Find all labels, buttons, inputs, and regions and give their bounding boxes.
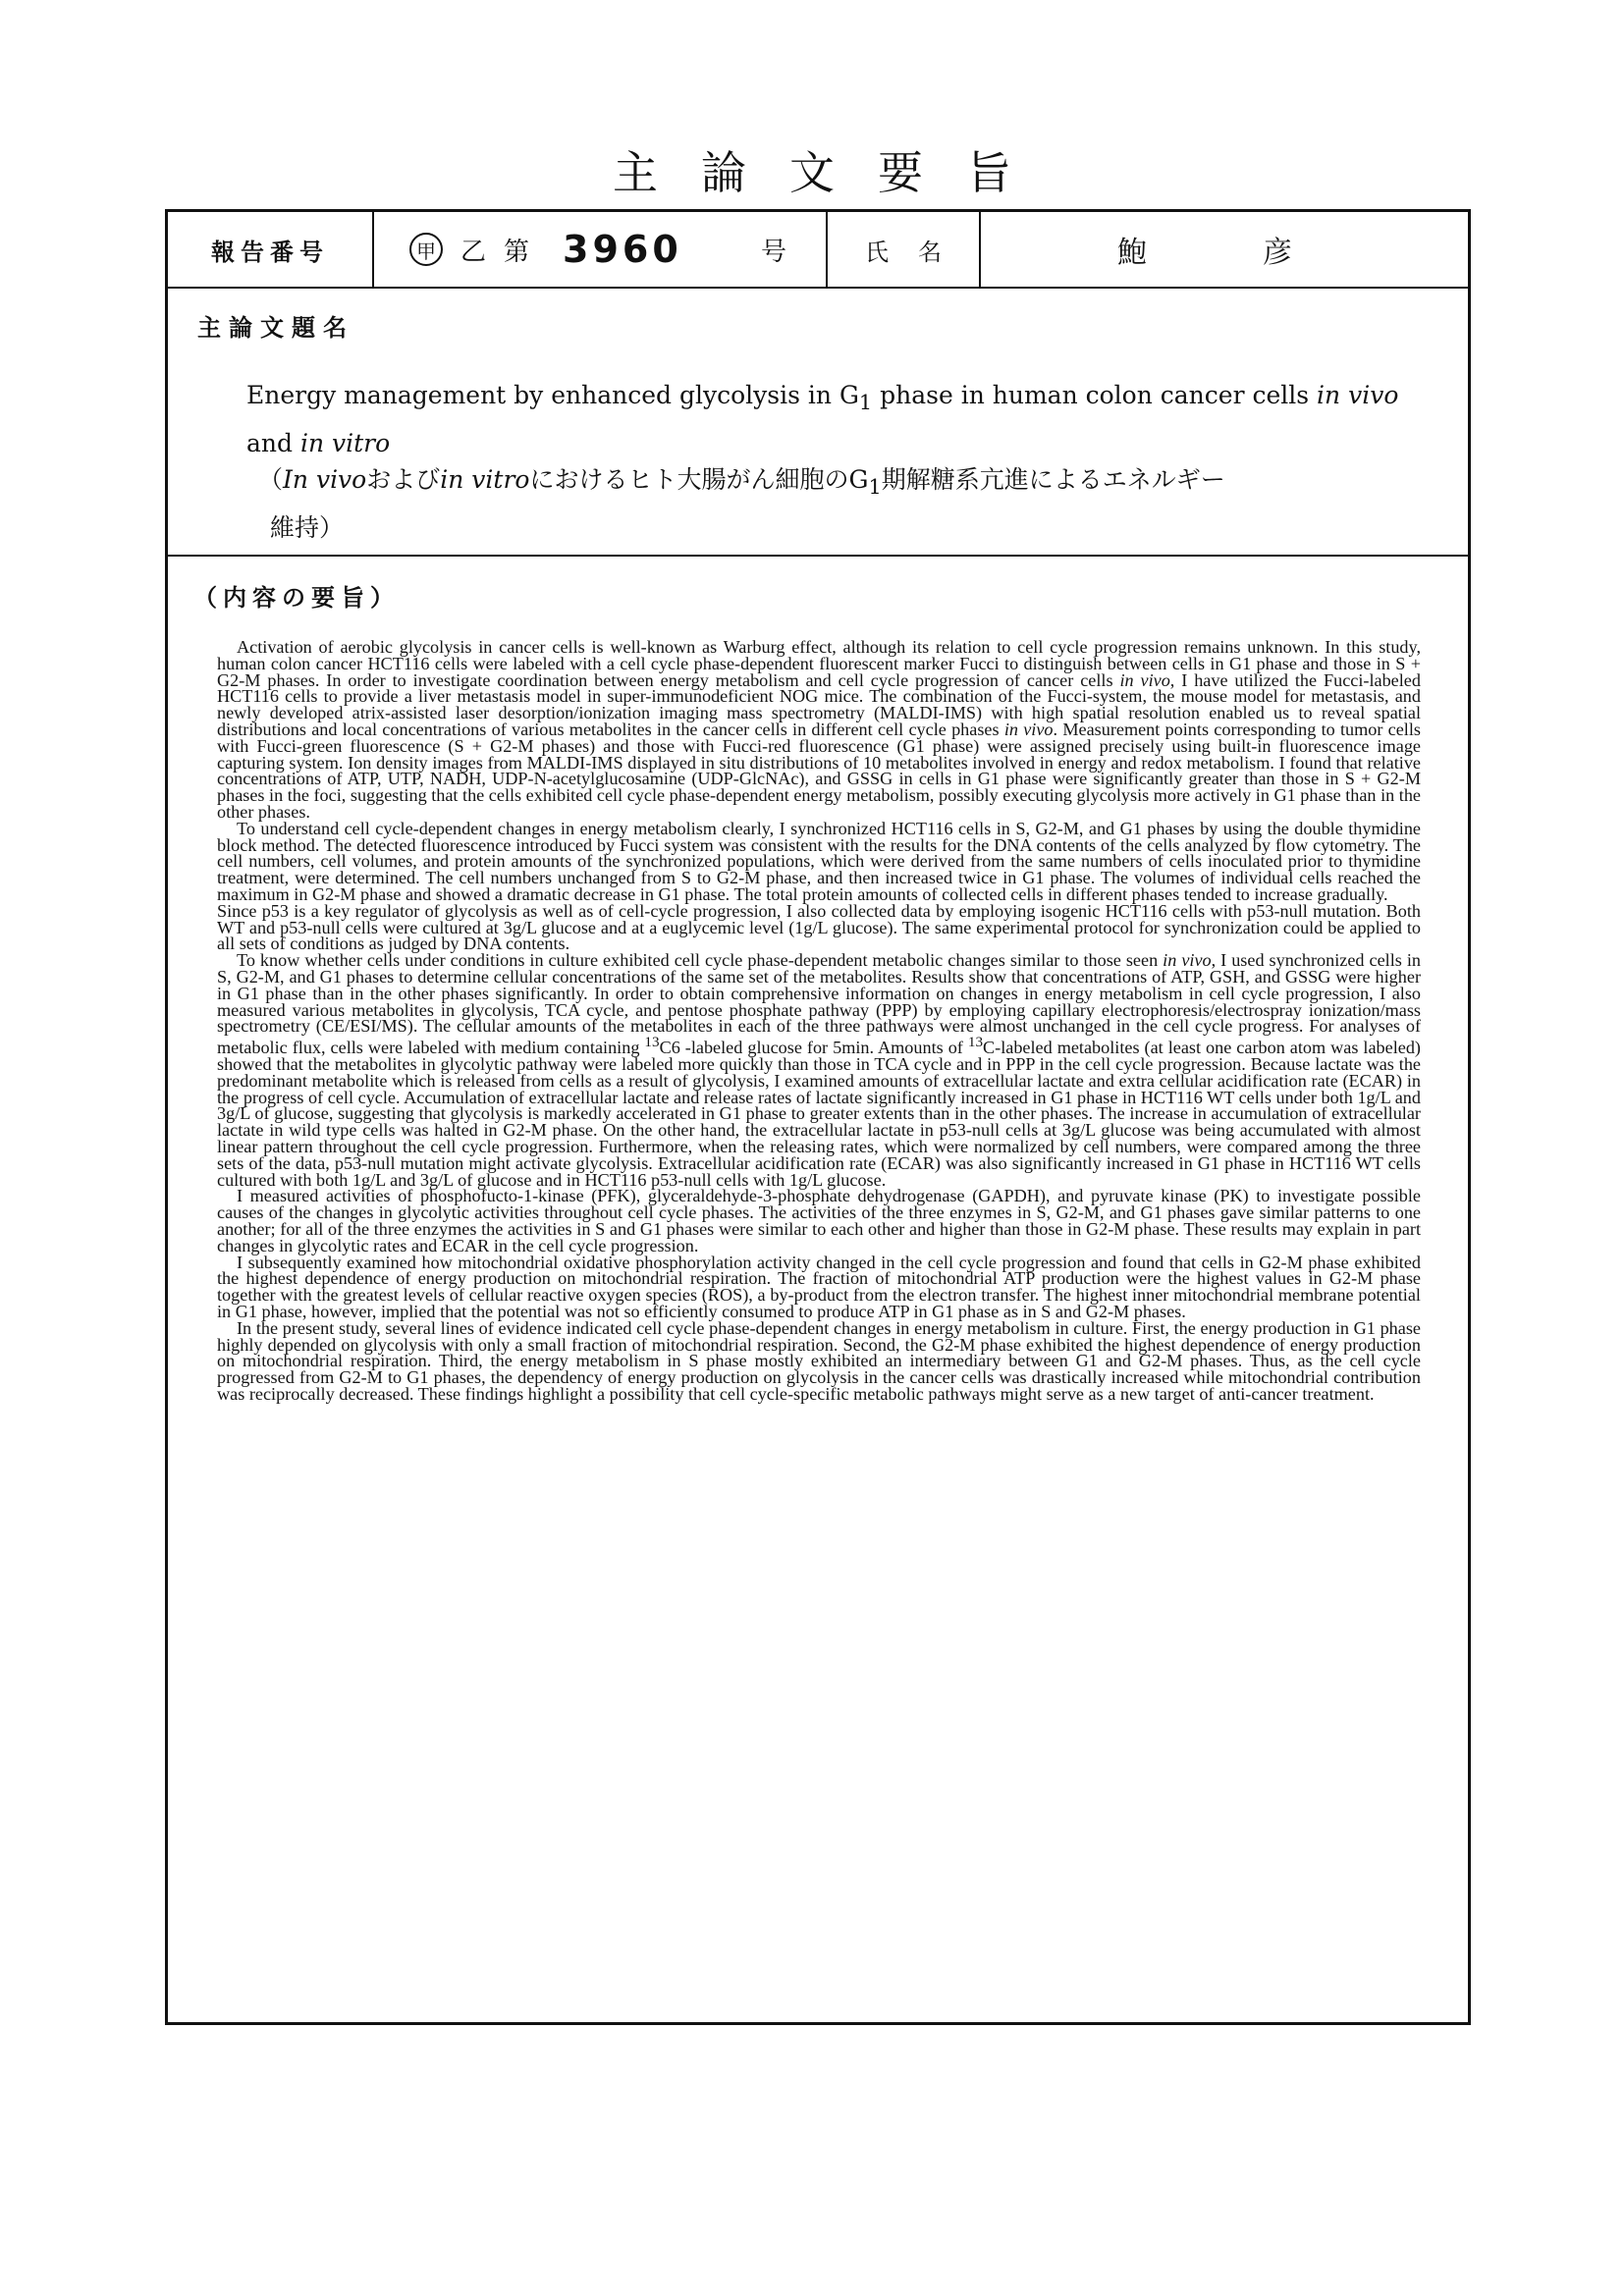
summary-paragraph: In the present study, several lines of evidence indicated cell cycle phase-dependent changes in energy metabolism in culture. First, the energy production in G1 phase highly depended on glycolysis with only a small fraction of mitochondrial respiration. Second, the G2-M phase exhibited the highest dependence of energy production on mitochondrial respiration. Third, the energy metabolism in S phase mostly exhibited an intermediary between G1 and G2-M phases. Thus, as the cell cycle progressed from G2-M to G1 phases, the dependency of energy production on glycolysis in the cancer cells was drastically increased while mitochondrial contribution was reciprocally decreased. These findings highlight a possibility that cell cycle-specific metabolic pathways might serve as a new target of anti-cancer treatment. (217, 1317, 1421, 1404)
summary-paragraph: I measured activities of phosphofucto-1-kinase (PFK), glyceraldehyde-3-phosphate dehydrogenase (GAPDH), and pyruvate kinase (PK) to investigate possible causes of the changes in glycolytic activities throughout cell cycle phases. The activities of the three enzymes in S, G2-M, and G1 phases gave similar patterns to one another; for all of the three enzymes the activities in S and G1 phases were similar to each other and higher than those in G2-M phase. These results may explain in part changes in glycolytic rates and ECAR in the cell cycle progression. (217, 1186, 1421, 1255)
go-mark: 号 (760, 237, 786, 267)
title-ja-part: 期解糖系亢進によるエネルギー (881, 465, 1225, 494)
summary-paragraph: Since p53 is a key regulator of glycolysis as well as of cell-cycle progression, I also collected data by employing isogenic HCT116 cells with p53-null mutation. Both WT and p53-null cells were cultured at 3g/L glucose and at a euglycemic level (1g/L glucose). The same experimental protocol for synchronization could be applied to all sets of conditions as judged by DNA contents. (217, 900, 1421, 954)
name-label: 氏名 (828, 212, 981, 287)
thesis-title-english (246, 375, 1405, 464)
title-en-part: Energy management by enhanced glycolysis in G (246, 381, 859, 409)
thesis-title-label: 主論文題名 (197, 313, 354, 342)
title-en-part: and (246, 429, 300, 457)
title-ja-subscript: 1 (868, 475, 882, 499)
report-number-label: 報告番号 (168, 212, 374, 287)
summary-label: （内容の要旨） (193, 583, 400, 612)
title-ja-part: におけるヒト大腸がん細胞のG (529, 465, 869, 494)
summary-paragraph: I subsequently examined how mitochondrial oxidative phosphorylation activity changed in the cell cycle progression and found that cells in G2-M phase exhibited the highest dependence of energy production on mitochondrial respiration. The fraction of mitochondrial ATP production were the highest values in G2-M phase together with the greatest levels of cellular reactive oxygen species (ROS), a by-product from the electron transfer. The highest inner mitochondrial membrane potential in G1 phase, however, implied that the potential was not so efficiently consumed to produce ATP in G1 phase as in S and G2-M phases. (217, 1252, 1421, 1321)
document-frame (165, 209, 1471, 2025)
summary-section (168, 557, 1468, 2022)
summary-paragraph: To know whether cells under conditions in culture exhibited cell cycle phase-dependent metabolic changes similar to those seen in vivo, I used synchronized cells in S, G2-M, and G1 phases to determine cellular concentrations of the same set of the metabolites. Results show that concentrations of ATP, GSH, and GSSG were higher in G1 phase than in the other phases significantly. In order to obtain comprehensive information on changes in energy metabolism in cell cycle progression, I also measured various metabolites in glycolysis, TCA cycle, and pentose phosphate pathway (PPP) by employing capillary electrophoresis/electrospray ionization/mass spectrometry (CE/ESI/MS). The cellular amounts of the metabolites in each of the three pathways were almost unchanged in the cell cycle progress. For analyses of metabolic flux, cells were labeled with medium containing $^{13}$C6 -labeled glucose for 5min. Amounts of $^{13}$C-labeled metabolites (at least one carbon atom was labeled) showed that the metabolites in glycolytic pathway were labeled more quickly than those in TCA cycle and in PPP in the cell cycle progression. Because lactate was the predominant metabolite which is released from cells as a result of glycolysis, I examined amounts of extracellular lactate and extra cellular acidification rate (ECAR) in the progress of cell cycle. Accumulation of extracellular lactate and release rates of lactate significantly increased in G1 phase in HCT116 WT cells under both 1g/L and 3g/L of glucose, suggesting that glycolysis is markedly accelerated in G1 phase to greater extents than in the other phases. The increase in accumulation of extracellular lactate in wild type cells was halted in G2-M phase. On the other hand, the extracellular lactate in p53-null cells at 3g/L glucose was being accumulated with almost linear pattern throughout the cell cycle progression. Furthermore, when the releasing rates, which were normalized by cell numbers, were compared among the three sets of the data, p53-null mutation might activate glycolysis. Extracellular acidification rate (ECAR) was also significantly increased in G1 phase in HCT116 WT cells cultured with both 1g/L and 3g/L of glucose and in HCT116 p53-null cells with 1g/L glucose. (217, 950, 1421, 1190)
title-en-part: phase in human colon cancer cells (872, 381, 1318, 409)
name-given: 彦 (1263, 236, 1292, 270)
summary-paragraph: To understand cell cycle-dependent changes in energy metabolism clearly, I synchronized HCT116 cells in S, G2-M, and G1 phases by using the double thymidine block method. The detected fluorescence introduced by Fucci system was consistent with the results for the DNA contents of the cells analyzed by flow cytometry. The cell numbers, cell volumes, and protein amounts of the synchronized populations, which were derived from the same numbers of cells inoculated prior to thymidine treatment, were determined. The cell numbers unchanged from S to G2-M phase, and then increased twice in G1 phase. The volumes of individual cells reached the maximum in G2-M phase and showed a dramatic decrease in G1 phase. The total protein amounts of collected cells in different phases tended to increase gradually. (217, 818, 1421, 904)
title-ja-part: 維持） (270, 513, 345, 542)
title-ja-italic: In vivo (283, 465, 367, 494)
title-en-subscript: 1 (858, 391, 873, 414)
thesis-title-row (168, 287, 1468, 557)
title-ja-italic: in vitro (440, 465, 530, 494)
name-cell (981, 212, 1468, 287)
kou-mark: 甲 (409, 233, 443, 266)
report-number-cell (374, 212, 828, 287)
title-ja-part: （ (258, 465, 284, 494)
summary-body (217, 639, 1421, 1403)
title-ja-part: および (366, 465, 441, 494)
page-title: 主論文要旨 (613, 146, 1055, 199)
dai-mark: 第 (504, 237, 530, 267)
name-family: 鮑 (1117, 236, 1147, 270)
title-en-italic: in vivo (1317, 381, 1399, 409)
thesis-title-japanese (258, 459, 1378, 549)
summary-paragraph: Activation of aerobic glycolysis in cancer cells is well-known as Warburg effect, although its relation to cell cycle progression remains unknown. In this study, human colon cancer HCT116 cells were labeled with a cell cycle phase-dependent fluorescent marker Fucci to distinguish between cells in G1 phase and those in S + G2-M phases. In order to investigate coordination between energy metabolism and cell cycle progression of cancer cells in vivo, I have utilized the Fucci-labeled HCT116 cells to provide a liver metastasis model in super-immunodeficient NOG mice. The combination of the Fucci-system, the mouse model for metastasis, and newly developed atrix-assisted laser desorption/ionization imaging mass spectrometry (MALDI-IMS) with high spatial resolution enabled us to reveal spatial distributions and local concentrations of various metabolites in the cancer cells in different cell cycle phases in vivo. Measurement points corresponding to tumor cells with Fucci-green fluorescence (S + G2-M phases) and those with Fucci-red fluorescence (G1 phase) were assigned precisely using built-in fluorescence image capturing system. Ion density images from MALDI-IMS displayed in situ distributions of 10 metabolites involved in energy and redox metabolism. I found that relative concentrations of ATP, UTP, NADH, UDP-N-acetylglucosamine (UDP-GlcNAc), and GSSG in cells in G1 phase were significantly greater than those in S + G2-M phases in the foci, suggesting that the cells exhibited cell cycle phase-dependent energy metabolism, possibly executing glycolysis more actively in G1 phase than in the other phases. (217, 637, 1421, 822)
report-number: 3960 (563, 228, 682, 271)
report-row (168, 212, 1468, 289)
otsu-mark: 乙 (460, 237, 487, 267)
title-en-italic: in vitro (299, 429, 391, 457)
